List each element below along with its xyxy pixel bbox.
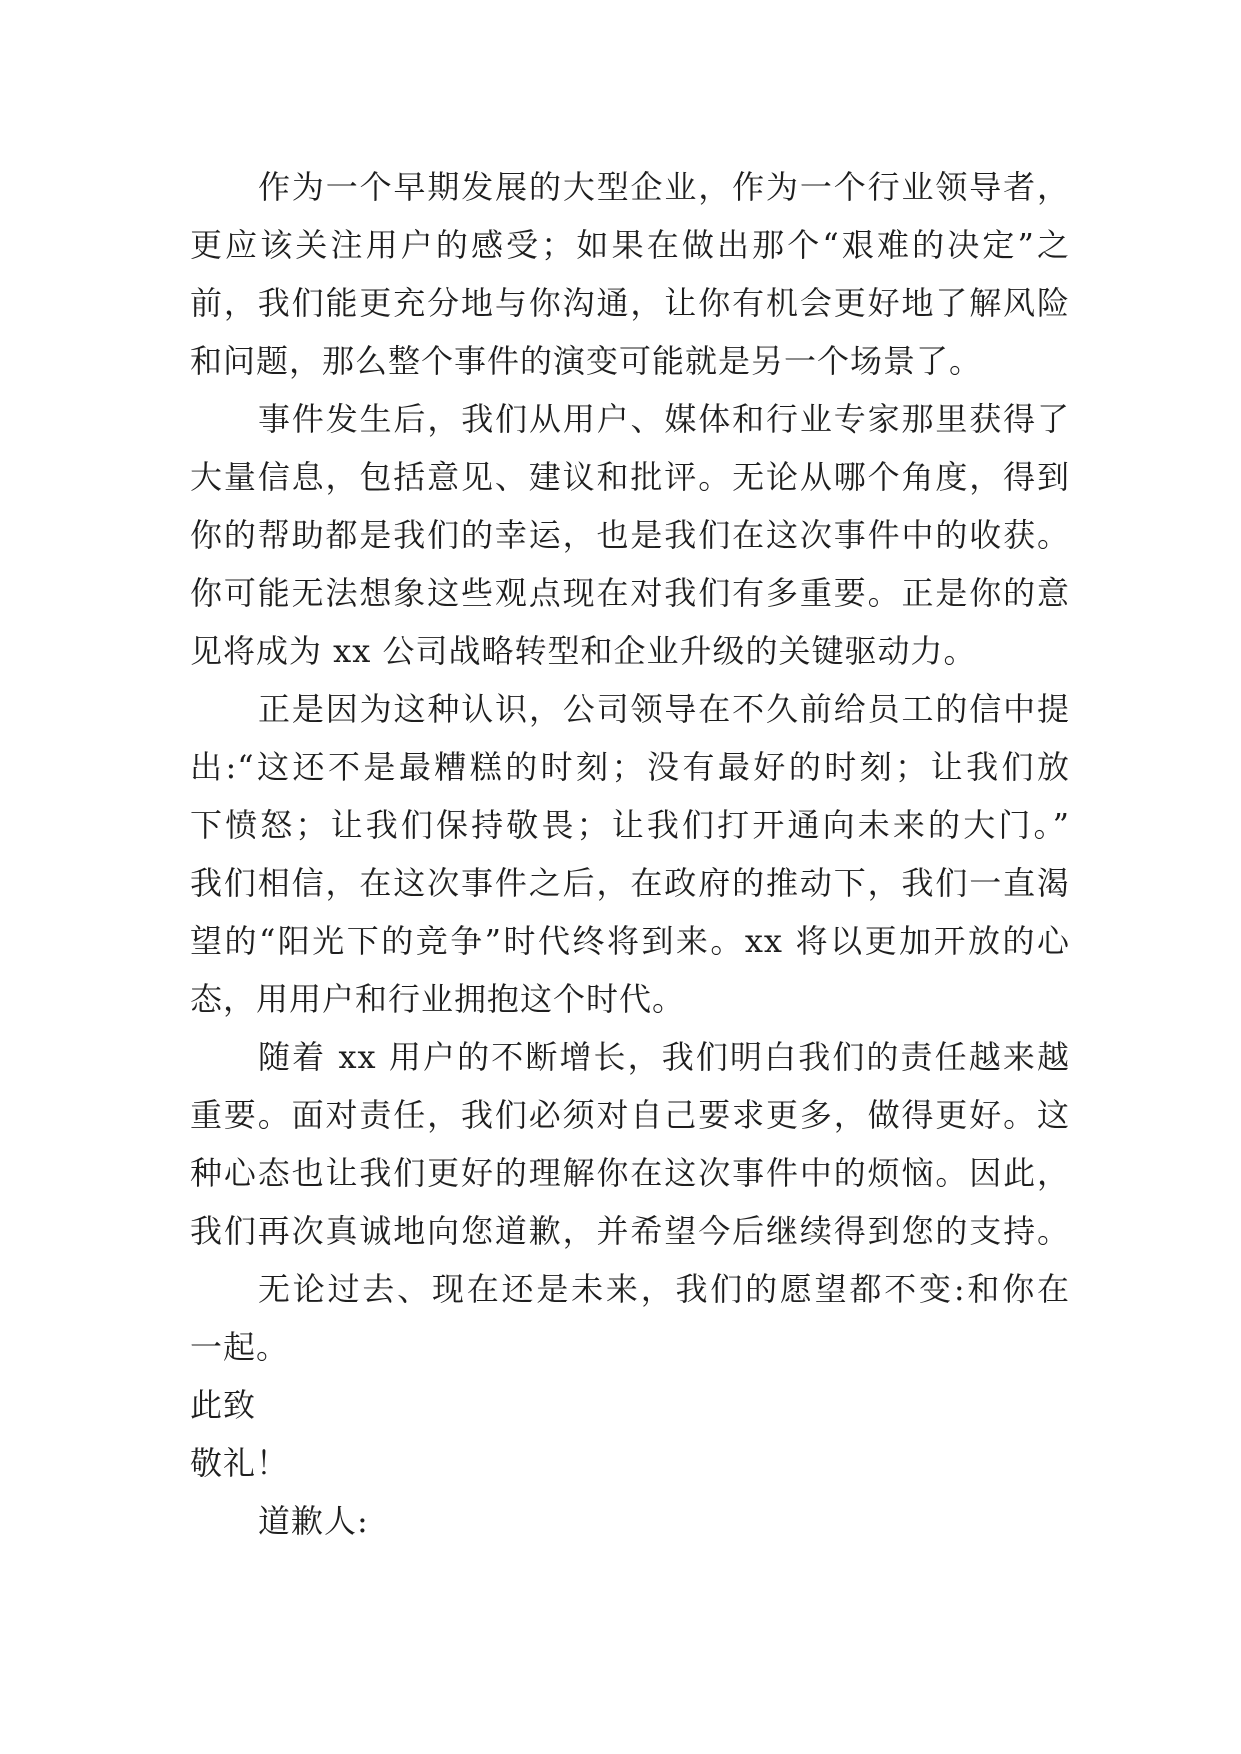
- paragraph-line: 我们再次真诚地向您道歉，并希望今后继续得到您的支持。: [190, 1212, 1070, 1250]
- paragraph-line: 望的“阳光下的竞争”时代终将到来。xx 将以更加开放的心: [190, 922, 1070, 960]
- paragraph-line: 作为一个早期发展的大型企业，作为一个行业领导者，: [258, 168, 1070, 206]
- signature-label: 道歉人:: [258, 1502, 369, 1540]
- paragraph-line: 出:“这还不是最糟糕的时刻；没有最好的时刻；让我们放: [190, 748, 1070, 786]
- paragraph-line: 我们相信，在这次事件之后，在政府的推动下，我们一直渴: [190, 864, 1070, 902]
- paragraph-line: 正是因为这种认识，公司领导在不久前给员工的信中提: [258, 690, 1070, 728]
- paragraph-line: 更应该关注用户的感受；如果在做出那个“艰难的决定”之: [190, 226, 1070, 264]
- paragraph-line: 事件发生后，我们从用户、媒体和行业专家那里获得了: [258, 400, 1070, 438]
- paragraph-line: 一起。: [190, 1328, 290, 1366]
- closing-text: 此致: [190, 1386, 257, 1424]
- paragraph-line: 见将成为 xx 公司战略转型和企业升级的关键驱动力。: [190, 632, 977, 670]
- salutation-text: 敬礼！: [190, 1444, 290, 1482]
- paragraph-4: [190, 1028, 1070, 1260]
- paragraph-line: 你可能无法想象这些观点现在对我们有多重要。正是你的意: [190, 574, 1070, 612]
- paragraph-line: 前，我们能更充分地与你沟通，让你有机会更好地了解风险: [190, 284, 1070, 322]
- paragraph-line: 和问题，那么整个事件的演变可能就是另一个场景了。: [190, 342, 983, 380]
- paragraph-line: 种心态也让我们更好的理解你在这次事件中的烦恼。因此，: [190, 1154, 1070, 1192]
- paragraph-line: 态，用用户和行业拥抱这个时代。: [190, 980, 686, 1018]
- paragraph-line: 下愤怒；让我们保持敬畏；让我们打开通向未来的大门。”: [190, 806, 1070, 844]
- paragraph-5: [190, 1260, 1070, 1376]
- letter-body: [190, 158, 1070, 1550]
- paragraph-line: 无论过去、现在还是未来，我们的愿望都不变:和你在: [258, 1270, 1070, 1308]
- paragraph-line: 随着 xx 用户的不断增长，我们明白我们的责任越来越: [258, 1038, 1070, 1076]
- paragraph-line: 大量信息，包括意见、建议和批评。无论从哪个角度，得到: [190, 458, 1070, 496]
- paragraph-3: [190, 680, 1070, 1028]
- paragraph-line: 重要。面对责任，我们必须对自己要求更多，做得更好。这: [190, 1096, 1070, 1134]
- paragraph-line: 你的帮助都是我们的幸运，也是我们在这次事件中的收获。: [190, 516, 1070, 554]
- paragraph-1: [190, 158, 1070, 390]
- paragraph-2: [190, 390, 1070, 680]
